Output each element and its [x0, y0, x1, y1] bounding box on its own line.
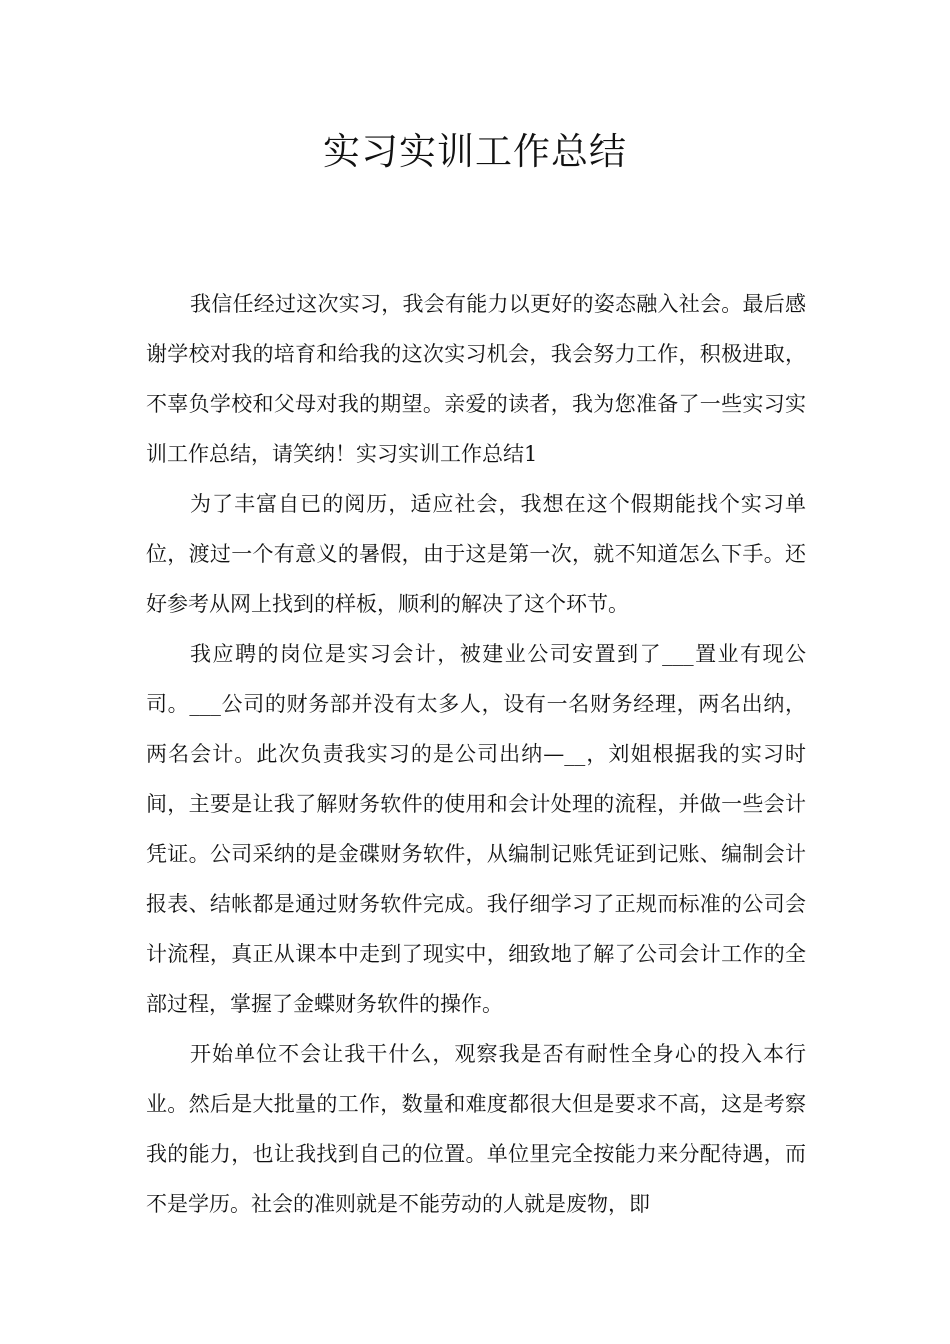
document-body	[146, 279, 806, 1229]
paragraph-work-experience: 开始单位不会让我干什么，观察我是否有耐性全身心的投入本行业。然后是大批量的工作，数量和难度都很大但是要求不高，这是考察我的能力，也让我找到自己的位置。单位里完全按能力来分配待遇，而不是学历。社会的准则就是不能劳动的人就是废物，即	[146, 1042, 806, 1216]
document-title: 实习实训工作总结	[323, 130, 627, 173]
paragraph-internship-search: 为了丰富自已的阅历，适应社会，我想在这个假期能找个实习单位，渡过一个有意义的暑假，由于这是第一次，就不知道怎么下手。还好参考从网上找到的样板，顺利的解决了这个环节。	[146, 492, 806, 616]
paragraph-accounting-role: 我应聘的岗位是实习会计，被建业公司安置到了___置业有现公司。___公司的财务部并没有太多人，设有一名财务经理，两名出纳，两名会计。此次负责我实习的是公司出纳—__，刘姐根据我的实习时间，主要是让我了解财务软件的使用和会计处理的流程，并做一些会计凭证。公司采纳的是金碟财务软件，从编制记账凭证到记账、编制会计报表、结帐都是通过财务软件完成。我仔细学习了正规而标准的公司会计流程，真正从课本中走到了现实中，细致地了解了公司会计工作的全部过程，掌握了金蝶财务软件的操作。	[146, 642, 806, 1016]
paragraph-intro: 我信任经过这次实习，我会有能力以更好的姿态融入社会。最后感谢学校对我的培育和给我的这次实习机会，我会努力工作，积极进取，不辜负学校和父母对我的期望。亲爱的读者，我为您准备了一些实习实训工作总结，请笑纳！实习实训工作总结1	[146, 292, 806, 466]
